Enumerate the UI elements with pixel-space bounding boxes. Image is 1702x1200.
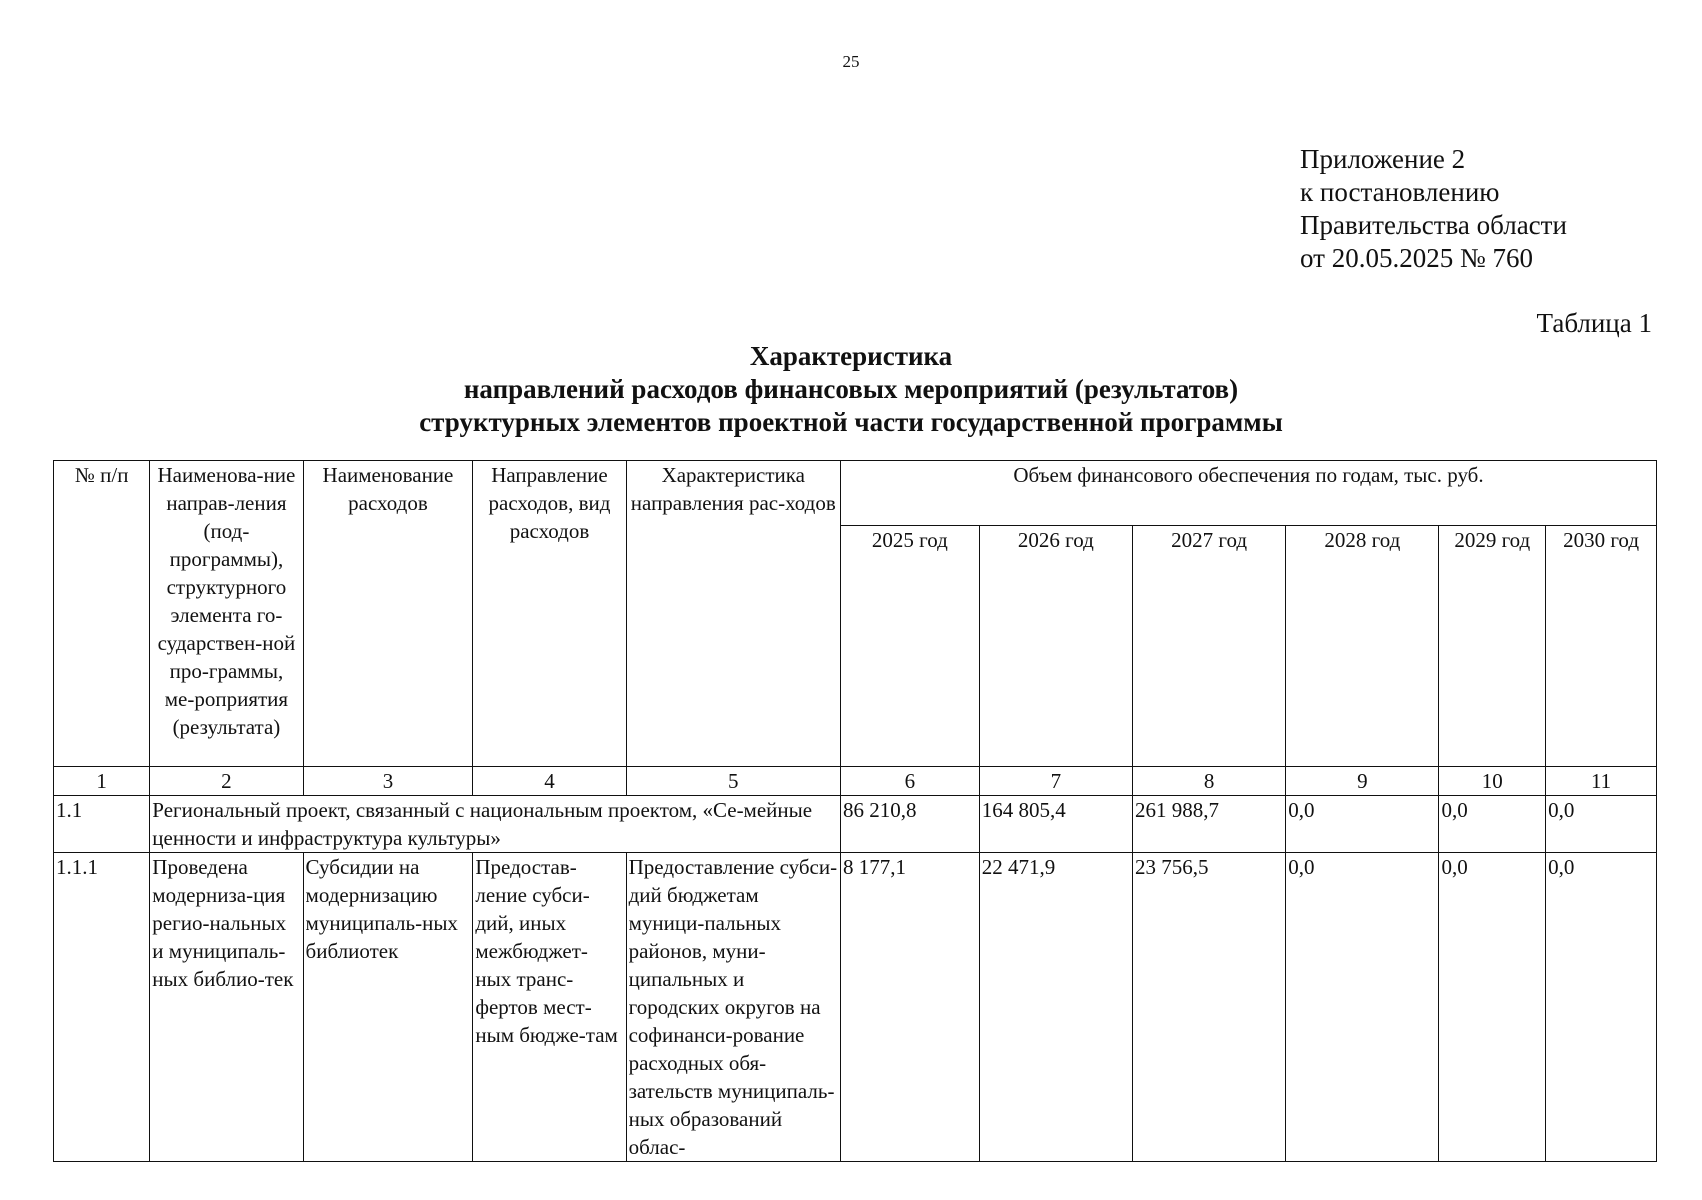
header-cell-year: 2027 год [1132,526,1285,767]
value-cell: 261 988,7 [1132,796,1285,853]
appendix-line: Правительства области [1300,210,1567,240]
column-number: 5 [626,767,840,796]
header-cell-year: 2028 год [1286,526,1439,767]
value-cell: 0,0 [1286,796,1439,853]
header-row [54,461,1657,526]
value-cell: 0,0 [1439,853,1546,1162]
header-cell-expense-name: Наименование расходов [303,461,473,767]
appendix-line: от 20.05.2025 № 760 [1300,243,1533,273]
table-label: Таблица 1 [1536,308,1652,338]
title-line: структурных элементов проектной части государственной программы [419,407,1283,437]
title-line: направлений расходов финансовых мероприятий (результатов) [463,374,1239,404]
row-name: Проведена модерниза-ция регио-нальных и муниципаль-ных библио-тек [150,853,303,1162]
value-cell: 0,0 [1546,853,1657,1162]
appendix-line: к постановлению [1300,177,1500,207]
column-number: 3 [303,767,473,796]
value-cell: 0,0 [1286,853,1439,1162]
header-cell-year: 2029 год [1439,526,1546,767]
table-row [54,853,1657,1162]
column-number: 11 [1546,767,1657,796]
header-cell-name: Наименова-ние направ-ления (под-программы), структурного элемента го-сударствен-ной про-граммы, ме-роприятия (результата) [150,461,303,767]
header-cell-year: 2026 год [979,526,1132,767]
header-cell-year: 2025 год [840,526,979,767]
table-row [54,796,1657,853]
header-cell-num: № п/п [54,461,150,767]
column-number: 7 [979,767,1132,796]
row-number: 1.1.1 [54,853,150,1162]
header-cell-direction: Направление расходов, вид расходов [473,461,626,767]
appendix-line: Приложение 2 [1300,144,1466,174]
row-name: Региональный проект, связанный с национальным проектом, «Се-мейные ценности и инфраструктура культуры» [150,796,841,853]
appendix-block [1300,143,1567,275]
column-number-row [54,767,1657,796]
header-cell-characteristic: Характеристика направления рас-ходов [626,461,840,767]
row-direction: Предостав-ление субси-дий, иных межбюджет-ных транс-фертов мест-ным бюдже-там [473,853,626,1162]
value-cell: 0,0 [1439,796,1546,853]
document-title [0,340,1702,439]
value-cell: 23 756,5 [1132,853,1285,1162]
page-number: 25 [842,52,860,71]
column-number: 8 [1132,767,1285,796]
value-cell: 164 805,4 [979,796,1132,853]
value-cell: 86 210,8 [840,796,979,853]
header-cell-year: 2030 год [1546,526,1657,767]
value-cell: 8 177,1 [840,853,979,1162]
column-number: 9 [1286,767,1439,796]
value-cell: 22 471,9 [979,853,1132,1162]
column-number: 6 [840,767,979,796]
row-number: 1.1 [54,796,150,853]
row-characteristic: Предоставление субси-дий бюджетам муници-пальных районов, муни-ципальных и городских округов на софинанси-рование расходных обя-зательств муниципаль-ных образований облас- [626,853,840,1162]
header-cell-financing: Объем финансового обеспечения по годам, тыс. руб. [840,461,1656,526]
column-number: 1 [54,767,150,796]
column-number: 2 [150,767,303,796]
column-number: 10 [1439,767,1546,796]
title-line: Характеристика [749,341,953,371]
row-expense-name: Субсидии на модернизацию муниципаль-ных библиотек [303,853,473,1162]
column-number: 4 [473,767,626,796]
expense-table [53,460,1657,1162]
value-cell: 0,0 [1546,796,1657,853]
